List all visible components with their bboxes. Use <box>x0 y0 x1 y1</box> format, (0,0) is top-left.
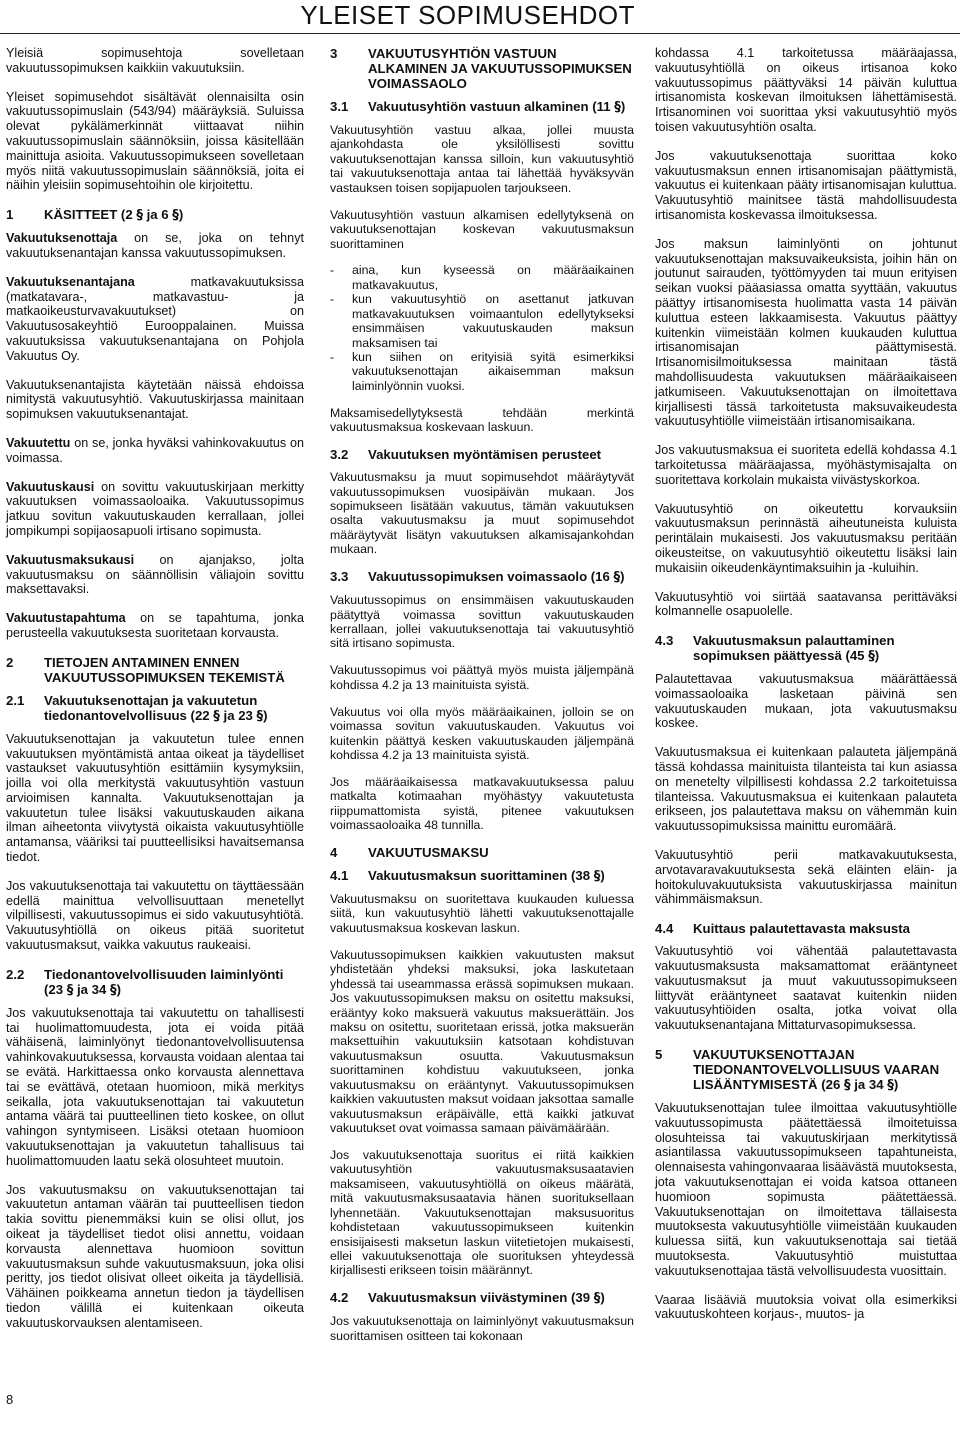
paragraph: Vakuutuksenantajana matkavakuutuksissa (matkatavara-, matkavastuu- ja matkaoikeusturvavakuutukset) on Vakuutusosakeyhtiö Eurooppalainen. Muissa vakuutuksissa vakuutuksenantajana on Pohjola Vakuutus Oy. <box>6 274 304 363</box>
section-heading <box>330 1290 634 1306</box>
section-number: 5 <box>655 1047 663 1063</box>
paragraph: Jos vakuutusmaksua ei suoriteta edellä kohdassa 4.1 tarkoitetussa määräajassa, myöhästymisajalta on suoritettava korkolain mukaista viivästyskorkoa. <box>655 443 957 487</box>
section-title: Vakuutusmaksun viivästyminen (39 §) <box>368 1290 605 1307</box>
column-left <box>6 46 304 1345</box>
dash-bullet: - <box>330 350 335 364</box>
paragraph: Vakuutusyhtiön vastuu alkaa, jollei muusta ajankohdasta ole yksilöllisesti sovittu vakuutuksenottajan kanssa silloin, kun vakuutusyhtiö tai vakuutuksenottaja antaa tai lähettää hyväksyvän vastauksen toisen sopijapuolen tarjoukseen. <box>330 123 634 195</box>
section-number: 3.1 <box>330 99 349 114</box>
section-number: 3 <box>330 46 338 61</box>
dash-bullet: - <box>330 263 335 278</box>
section-title: Vakuutusmaksun palauttaminen sopimuksen päättyessä (45 §) <box>693 633 895 665</box>
section-heading <box>330 845 634 860</box>
section-number: 3.2 <box>330 447 349 463</box>
section-heading <box>655 1047 957 1093</box>
paragraph: Vakuutusmaksu on suoritettava kuukauden kuluessa siitä, kun vakuutusyhtiö lähetti vakuutuksenottajalle vakuutusmaksua koskevan laskun. <box>330 892 634 935</box>
section-title: VAKUUTUSYHTIÖN VASTUUN ALKAMINEN JA VAKUUTUSSOPIMUKSEN VOIMASSAOLO <box>368 46 632 91</box>
section-title: VAKUUTUSMAKSU <box>368 845 489 860</box>
paragraph: Yleisiä sopimusehtoja sovelletaan vakuutussopimuksen kaikkiin vakuutuksiin. <box>6 46 304 75</box>
list-item <box>330 263 634 292</box>
paragraph: Vaaraa lisääviä muutoksia voivat olla esimerkiksi vakuutuskohteen korjaus-, muutos- ja <box>655 1292 957 1322</box>
section-title: Kuittaus palautettavasta maksusta <box>693 921 910 937</box>
paragraph: Vakuutusmaksu ja muut sopimusehdot määräytyvät vakuutussopimuksen vuosipäivän mukaan. Jos sopimukseen lisätään vakuutus, tämän vakuutuksen osalta vakuutusmaksu ja muut sopimusehdot määräytyvät lisätyn vakuutuksen alkamisajankohdan mukaan. <box>330 470 634 557</box>
list-item <box>330 350 634 393</box>
section-number: 2.2 <box>6 966 25 982</box>
paragraph: Vakuutuksenottajan ja vakuutetun tulee ennen vakuutuksen myöntämistä antaa oikeat ja täydelliset vastaukset vakuutusyhtiön esittämiin kysymyksiin, joilla voi olla merkitystä vakuutusyhtiön vastuun arvioimisen kannalta. Vakuutuksenottajan ja vakuutetun tulee lisäksi vakuutuskauden aikana ilman aiheetonta viivytystä oikaista vakuutusyhtiölle antamansa, vääriksi tai puutteellisiksi havaitsemansa tiedot. <box>6 731 304 865</box>
paragraph: Jos vakuutuksenottaja suorittaa koko vakuutusmaksun ennen irtisanomisajan päättymistä, vakuutus ei kuitenkaan pääty irtisanomisajan kuluttua. Vakuutusyhtiö mainitsee tästä mahdollisuudesta irtisanomista koskevassa ilmoituksessa. <box>655 148 957 222</box>
paragraph: Jos määräaikaisessa matkavakuutuksessa paluu matkalta kotimaahan myöhästyy vakuutetusta riippumattomista syistä, pitenee vakuutuksen voimassaoloaika 48 tunnilla. <box>330 774 634 833</box>
section-heading <box>330 447 634 462</box>
section-title: VAKUUTUKSENOTTAJAN TIEDONANTOVELVOLLISUUS VAARAN LISÄÄNTYMISESTÄ (26 § ja 34 §) <box>693 1047 940 1094</box>
header-title: YLEISET SOPIMUSEHDOT <box>300 0 635 30</box>
section-title: Vakuutusyhtiön vastuun alkaminen (11 §) <box>368 99 626 115</box>
list-item-text: kun siihen on erityisiä syitä esimerkiksi vakuutuksenottajan aikaisemman maksun laiminlyönnin vuoksi. <box>352 350 634 393</box>
paragraph: Jos maksun laiminlyönti on johtunut vakuutuksenottajan maksuvaikeuksista, joihin hän on joutunut sairauden, työttömyyden tai muun erityisen seikan vuoksi pääasiassa omatta syyttään, vakuutus päättyy irtisanomisesta huolimatta vasta 14 päivän kuluttua esteen lakkaamisesta. Vakuutus päättyy kuitenkin viimeistään kolmen kuukauden kuluttua irtisanomisajan päättymisestä. Irtisanomisilmoituksessa mainitaan tästä mahdollisuudesta vakuutuksen määräaikaiseen jatkumiseen. Vakuutuksenottajan on ilmoitettava kirjallisesti tässä tarkoitetusta maksuvaikeudesta vakuutusyhtiölle viimeistään irtisanomisaikana. <box>655 236 957 429</box>
paragraph: Jos vakuutuksenottaja on laiminlyönyt vakuutusmaksun suorittamisen ositteen tai kokonaan <box>330 1314 634 1343</box>
section-heading <box>6 967 304 998</box>
section-heading <box>655 633 957 664</box>
header-rule <box>0 33 960 34</box>
paragraph: Vakuutuksenottaja on se, joka on tehnyt vakuutuksenantajan kanssa vakuutussopimuksen. <box>6 231 304 260</box>
paragraph: Jos vakuutuksenottaja tai vakuutettu on täyttäessään edellä mainittua velvollisuuttaan menetellyt vilpillisesti, vakuutussopimus ei sido vakuutusyhtiötä. Vakuutusyhtiöllä on oikeus pitää suoritetut vakuutusmaksut, vaikka vakuutus raukeaisi. <box>6 878 304 953</box>
paragraph: Vakuutusyhtiön vastuun alkamisen edellytyksenä on vakuutuksenottajan koskevan vakuutusmaksun suorittaminen <box>330 207 634 251</box>
paragraph: Vakuutus voi olla myös määräaikainen, jolloin se on voimassa sovitun vakuutuskauden. Vakuutus voi kuitenkin päättyä kesken vakuutuskauden jäljempänä kohdissa 4.2 ja 13 mainituista syistä. <box>330 704 634 762</box>
section-number: 4.3 <box>655 633 674 649</box>
list-item-text: aina, kun kyseessä on määräaikainen matkavakuutus, <box>352 263 634 292</box>
paragraph: Vakuutusyhtiö voi siirtää saatavansa perittäväksi kolmannelle osapuolelle. <box>655 589 957 619</box>
section-heading <box>330 569 634 585</box>
paragraph: Vakuutusmaksua ei kuitenkaan palauteta jäljempänä tässä kohdassa mainituista tilanteista tai kun asiassa on menetelty vilpillisesti kohdassa 2.2 tarkoitetuissa tilanteissa. Vakuutusmaksua ei kuitenkaan palauteta erikseen, jos palautettava maksu on vähemmän kuin vakuutussopimuksissa mainittu euromäärä. <box>655 745 957 834</box>
dash-bullet: - <box>330 292 335 307</box>
column-middle <box>330 46 634 1356</box>
section-title: Tiedonantovelvollisuuden laiminlyönti (23 § ja 34 §) <box>44 966 284 998</box>
section-number: 1 <box>6 207 14 223</box>
paragraph: Jos vakuutuksenottaja tai vakuutettu on tahallisesti tai huolimattomuudesta, jota ei voida pitää vähäisenä, laiminlyönyt tiedonantovelvollisuutensa vahinkovakuutuksessa, korvausta voidaan alentaa tai se evätä. Harkittaessa onko korvausta alennettava tai se evättävä, otetaan huomioon, mikä merkitys seikalla, jota vakuutuksenottajan tai vakuutetun antama väärä tai puutteellinen tieto koskee, on ollut vahingon syntymiseen. Lisäksi otetaan huomioon vakuutuksenottajan ja vakuutetun tahallisuus tai huolimattomuuden laatu sekä olosuhteet muutoin. <box>6 1005 304 1168</box>
paragraph: Vakuutussopimus voi päättyä myös muista jäljempänä kohdissa 4.2 ja 13 mainituista syistä. <box>330 663 634 692</box>
section-heading <box>330 99 634 115</box>
section-title: Vakuutuksen myöntämisen perusteet <box>368 447 602 463</box>
section-number: 2.1 <box>6 692 25 708</box>
paragraph: Vakuutusyhtiö perii matkavakuutuksesta, arvotavaravakuutuksesta sekä eläinten eläin- ja hoitokuluvakuutuksista vakuutuskirjassa mainitun vähimmäismaksun. <box>655 848 957 907</box>
paragraph: Vakuutusyhtiö on oikeutettu korvauksiin vakuutusmaksun perinnästä aiheutuneista kuluista perintälain mukaisesti. Jos vakuutusmaksu peritään oikeusteitse, on vakuutusyhtiö oikeutettu lisäksi lain mukaisiin oikeudenkäyntimaksuihin ja -kuluihin. <box>655 501 957 575</box>
list-item <box>330 292 634 350</box>
section-number: 3.3 <box>330 569 349 585</box>
section-heading <box>6 207 304 223</box>
section-title: Vakuutuksenottajan ja vakuutetun tiedonantovelvollisuus (22 § ja 23 §) <box>44 692 268 724</box>
section-heading <box>655 921 957 936</box>
section-number: 4 <box>330 845 338 860</box>
paragraph: Vakuutustapahtuma on se tapahtuma, jonka perusteella vakuutuksesta suoritetaan korvausta. <box>6 611 304 640</box>
section-heading <box>6 693 304 724</box>
page-header <box>0 0 960 40</box>
paragraph: Maksamisedellytyksestä tehdään merkintä vakuutusmaksua koskevaan laskuun. <box>330 405 634 435</box>
page-number: 8 <box>6 1392 14 1407</box>
paragraph: Yleiset sopimusehdot sisältävät olennaisilta osin vakuutussopimuslain (543/94) määräyksiä. Suluissa olevat pykälämerkinnät viittaavat niihin vakuutussopimuslain säännöksiin, joissa käsitellään mainittuja asioita. Vakuutussopimukseen sovelletaan myös niitä vakuutussopimuslain säännöksiä, joita ei näihin yleisiin sopimusehtoihin ole kirjoitettu. <box>6 89 304 193</box>
section-heading <box>330 46 634 91</box>
paragraph: Vakuutuskausi on sovittu vakuutuskirjaan merkitty vakuutuksen voimassaoloaika. Vakuutussopimus jatkuu sovitun vakuutuskauden kerrallaan, jollei jompikumpi sopijaosapuoli irtisano sopimusta. <box>6 479 304 538</box>
section-number: 4.2 <box>330 1290 349 1306</box>
section-title: Vakuutussopimuksen voimassaolo (16 §) <box>368 569 625 586</box>
section-heading <box>330 868 634 884</box>
paragraph: Jos vakuutusmaksu on vakuutuksenottajan tai vakuutetun antaman väärän tai puutteellisen tiedon takia sovittu pienemmäksi kuin se olisi ollut, jos oikeat ja täydelliset tiedot olisi annettu, voidaan korvausta alennettava huomioon sovittun vakuutusmaksun suhde vakuutusmaksuun, joka olisi peritty, jos tiedot olisivat olleet oikeita ja täydellisiä. Vähäinen poikkeama annetun tiedon ja täydellisen tiedon välillä ei kuitenkaan oikeuta vakuutuskorvauksen alentamiseen. <box>6 1182 304 1330</box>
paragraph: Jos vakuutuksenottaja suoritus ei riitä kaikkien vakuutusyhtiön vakuutusmaksusaatavien maksamiseen, vakuutusyhtiöllä on oikeus määrätä, mitä vakuutusmaksusaatavia hänen suorituksellaan lyhennetään. Vakuutuksenottajan maksusuoritus kohdistetaan vakuutussopimukseen kuitenkin ensisijaisesti maksetun laskun viitetietojen mukaisesti, ellei vakuutuksenottaja ole suorituksen yhteydessä kirjallisesti erikseen toisin määrännyt. <box>330 1147 634 1278</box>
list-item-text: kun vakuutusyhtiö on asettanut jatkuvan matkavakuutuksen voimaantulon edellytykseksi ensimmäisen vakuutuskauden maksun maksamisen tai <box>352 292 634 350</box>
paragraph: Vakuutettu on se, jonka hyväksi vahinkovakuutus on voimassa. <box>6 435 304 465</box>
paragraph: Vakuutussopimus on ensimmäisen vakuutuskauden päätyttyä voimassa sovittun vakuutuskauden kerrallaan, jollei vakuutuksenottaja tai vakuutusyhtiö sitä irtisano sopimusta. <box>330 593 634 651</box>
paragraph: Vakuutuksenantajista käytetään näissä ehdoissa nimitystä vakuutusyhtiö. Vakuutuskirjassa mainitaan sopimuksen vakuutuksenantajat. <box>6 377 304 422</box>
paragraph: Vakuutuksenottajan tulee ilmoittaa vakuutusyhtiölle vakuutussopimusta päätettäessä ilmoitetuissa olosuhteissa tai vakuutuskirjaan merkitytissä asiantilassa vakuutussopimukseen tapahtuneista, olennaisesta vahingonvaaraa lisäävästä muutoksesta, jota vakuutuksenottajan ei voida katsoa ottaneen huomioon sopimusta päätettäessä. Vakuutuksenottajan on ilmoitettava tällaisesta muutoksesta vakuutusyhtiölle viimeistään kuukauden kuluessa siitä, kun vakuutuksenottaja sai tietää muutoksesta. Vakuutusyhtiö muistuttaa vakuutuksenottajaa tästä velvollisuudesta vuosittain. <box>655 1101 957 1278</box>
section-title: TIETOJEN ANTAMINEN ENNEN VAKUUTUSSOPIMUKSEN TEKEMISTÄ <box>44 654 285 685</box>
paragraph: Vakuutusmaksukausi on ajanjakso, jolta vakuutusmaksu on säännöllisin väliajoin sovittu maksettavaksi. <box>6 552 304 597</box>
section-heading <box>6 655 304 685</box>
dash-list <box>330 263 634 393</box>
section-number: 4.1 <box>330 868 349 883</box>
paragraph: Palautettavaa vakuutusmaksua määrättäessä voimassaoloaika lasketaan päivinä sen vakuutuskauden mukaan, jota vakuutusmaksu koskee. <box>655 672 957 731</box>
paragraph: Vakuutussopimuksen kaikkien vakuutusten maksut yhdistetään yhdeksi maksuksi, joka laskutetaan yhdessä tai useammassa erässä sopimuksen mukaan. Jos vakuutussopimuksen maksu on ositettu maksuksi, erääntyy koko maksuerä vakuutus maksuerättäin. Jos maksu on ositettu, suoritetaan erissä, jotka maksuerän maksettuihin vakuutuksiin katsotaan kohdistuvan vakuutusmaksun osuutta. Vakuutusmaksun suorittaminen kohdistuu vakuutukseen, jonka vakuutusmaksu on erääntynyt. Vakuutussopimuksen kaikkien vakuutusten maksut voidaan jaksottaa samalle vakuutusmaksun eräpäivälle, että kaikki jatkuvat vakuutukset ovat voimassa samaan päivämäärään. <box>330 947 634 1135</box>
section-title: Vakuutusmaksun suorittaminen (38 §) <box>368 868 605 884</box>
section-number: 4.4 <box>655 921 674 937</box>
section-number: 2 <box>6 654 14 670</box>
paragraph: Vakuutusyhtiö voi vähentää palautettavasta vakuutusmaksusta maksamattomat erääntyneet vakuutusmaksut ja muut vakuutussopimukseen liittyvät erääntyneet saatavat kuitenkin niiden vakuutusyhtiöiden osalta, jotka voivat olla vakuutuksenantajana Mittaturvasopimuksessa. <box>655 944 957 1033</box>
section-title: KÄSITTEET (2 § ja 6 §) <box>44 207 184 224</box>
paragraph: kohdassa 4.1 tarkoitetussa määräajassa, vakuutusyhtiöllä on oikeus irtisanoa koko vakuutussopimus päättyväksi 14 päivän kuluttua irtisanomista koskevan ilmoituksen lähettämisestä. Irtisanominen voi suorittaa yksi vakuutusyhtiö myös toisen vakuutusyhtiön osalta. <box>655 46 957 134</box>
column-right <box>655 46 957 1336</box>
